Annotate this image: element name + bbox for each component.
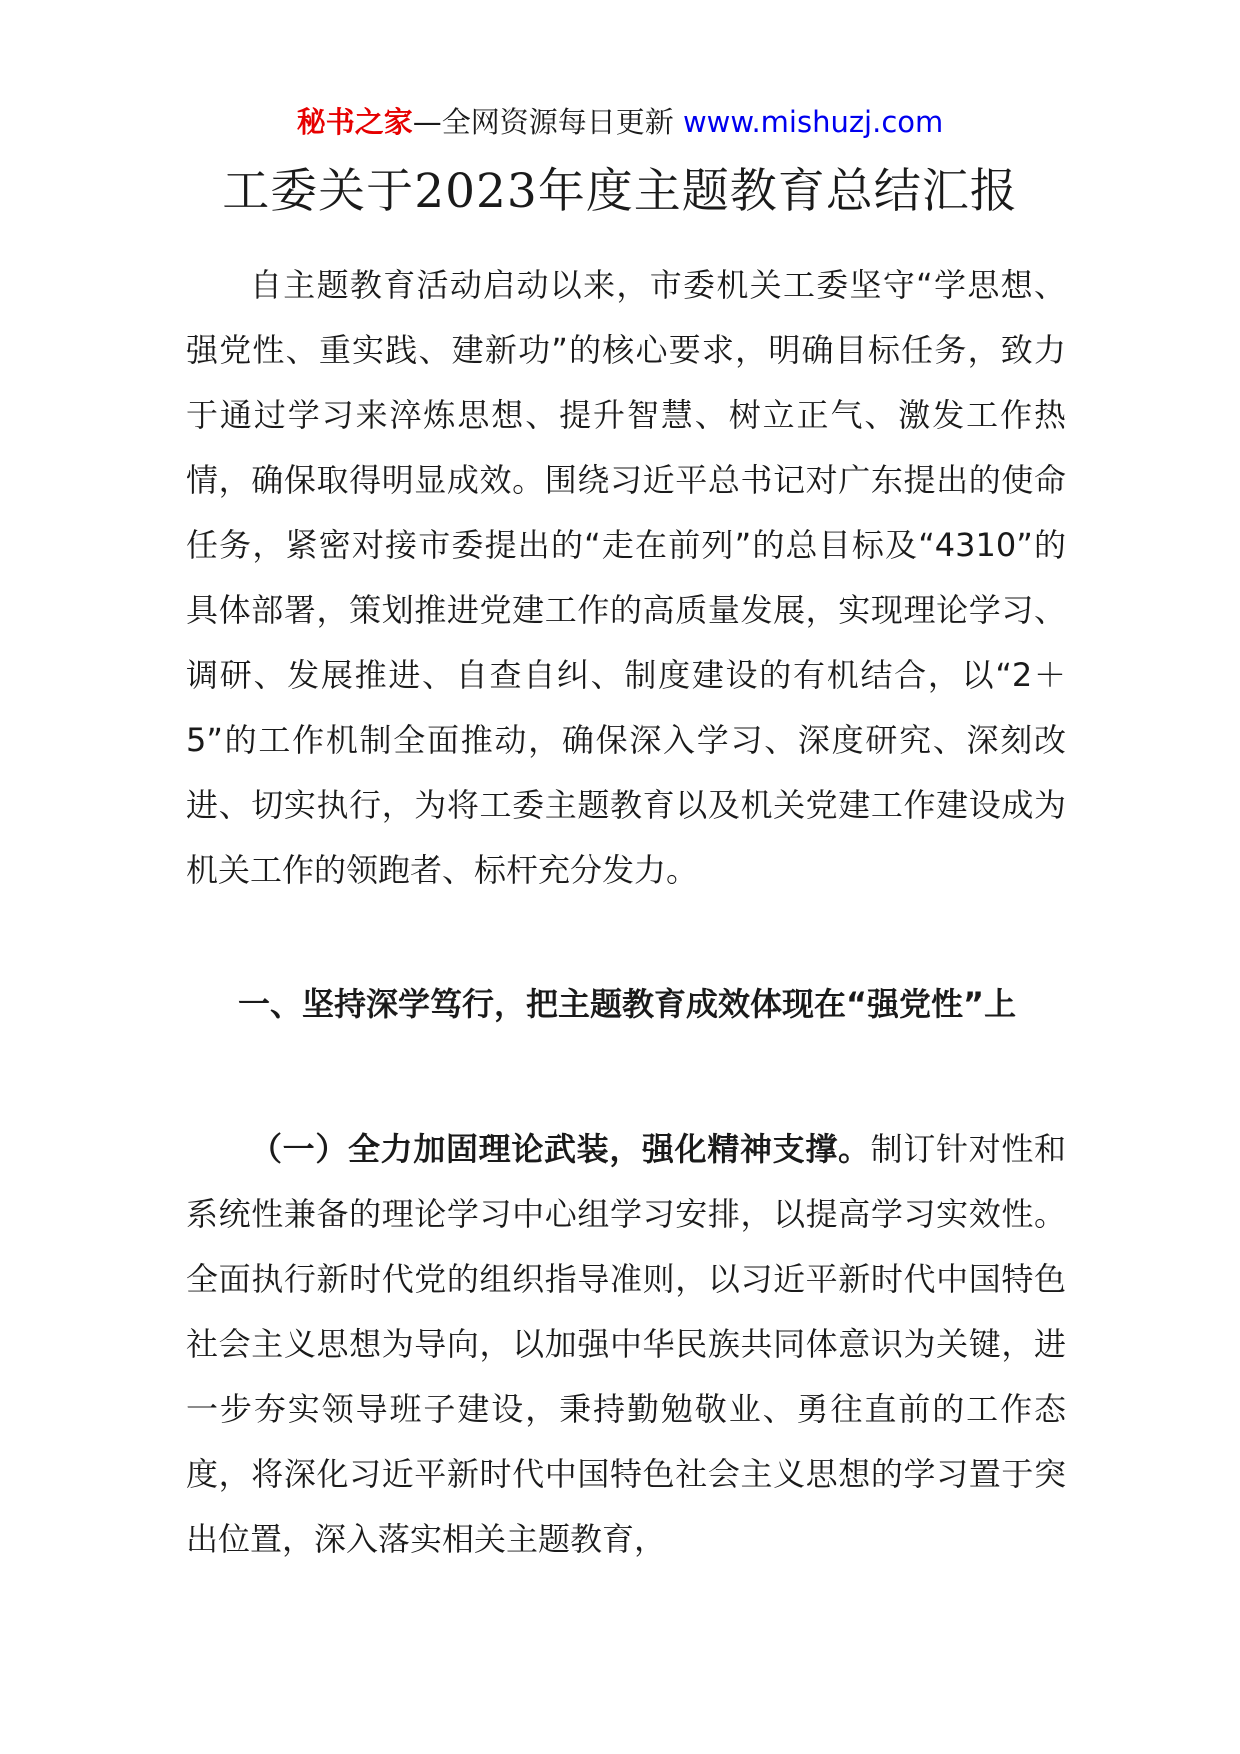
site-brand: 秘书之家 [296,105,413,139]
site-header [0,102,1240,142]
intro-paragraph: 自主题教育活动启动以来，市委机关工委坚守“学思想、强党性、重实践、建新功”的核心要求，明确目标任务，致力于通过学习来淬炼思想、提升智慧、树立正气、激发工作热情，确保取得明显成效。围绕习近平总书记对广东提出的使命任务，紧密对接市委提出的“走在前列”的总目标及“4310”的具体部署，策划推进党建工作的高质量发展，实现理论学习、调研、发展推进、自查自纠、制度建设的有机结合，以“2＋5”的工作机制全面推动，确保深入学习、深度研究、深刻改进、切实执行，为将工委主题教育以及机关党建工作建设成为机关工作的领跑者、标杆充分发力。 [186,266,1066,889]
title-year: 2023 [414,164,538,219]
section-heading: 一、坚持深学笃行，把主题教育成效体现在“强党性”上 [238,985,1017,1023]
subsection-lead: （一）全力加固理论武装，强化精神支撑。 [250,1130,871,1168]
title-prefix: 工委关于 [222,164,415,219]
subsection-text: 制订针对性和系统性兼备的理论学习中心组学习安排，以提高学习实效性。全面执行新时代党的组织指导准则，以习近平新时代中国特色社会主义思想为导向，以加强中华民族共同体意识为关键，进一步夯实领导班子建设，秉持勤勉敬业、勇往直前的工作态度，将深化习近平新时代中国特色社会主义思想的学习置于突出位置，深入落实相关主题教育， [186,1130,1066,1558]
site-tagline: —全网资源每日更新 [412,105,674,139]
title-suffix: 年度主题教育总结汇报 [537,164,1018,219]
subsection-paragraph [186,1117,1066,1572]
document-title [0,160,1240,224]
site-url-link[interactable]: www.mishuzj.com [682,105,944,139]
